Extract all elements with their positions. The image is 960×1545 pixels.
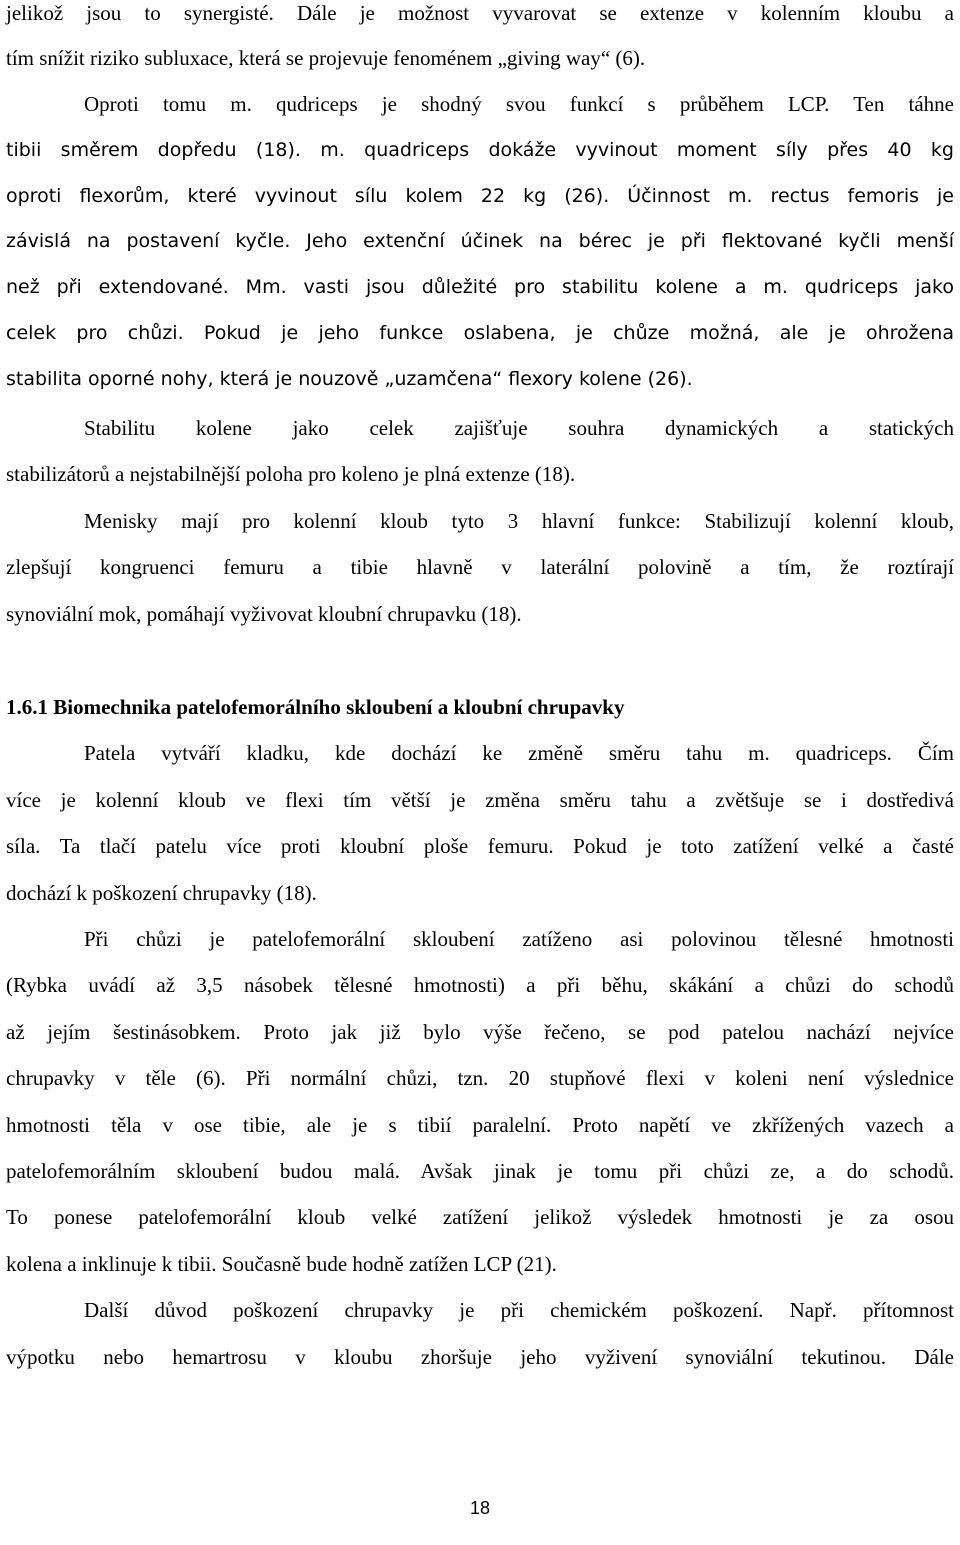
text-line: stabilizátorů a nejstabilnější poloha pro koleno je plná extenze (18). [6,462,576,486]
page-number: 18 [469,1498,491,1518]
text-line: Patela vytváří kladku, kde dochází ke změně směru tahu m. quadriceps. Čím [84,741,954,765]
text-line: tím snížit riziko subluxace, která se projevuje fenoménem „giving way“ (6). [6,46,646,70]
section-heading: 1.6.1 Biomechnika patelofemorálního skloubení a kloubní chrupavky [6,695,625,719]
text-line: výpotku nebo hemartrosu v kloubu zhoršuje jeho vyživení synoviální tekutinou. Dále [6,1345,954,1369]
text-line: Stabilitu kolene jako celek zajišťuje souhra dynamických a statických [84,416,954,440]
text-line: hmotnosti těla v ose tibie, ale je s tibií paralelní. Proto napětí ve zkřížených vazech a [6,1113,954,1137]
text-line: stabilita oporné nohy, která je nouzově „uzamčena“ flexory kolene (26). [6,368,693,390]
text-line: závislá na postavení kyčle. Jeho extenční účinek na bérec je při flektované kyčli menší [6,230,954,252]
text-line: chrupavky v těle (6). Při normální chůzi, tzn. 20 stupňové flexi v koleni není výslednice [6,1066,954,1090]
text-line: než při extendované. Mm. vasti jsou důležité pro stabilitu kolene a m. qudriceps jako [6,276,954,298]
text-line: až jejím šestinásobkem. Proto jak již bylo výše řečeno, se pod patelou nachází nejvíce [6,1020,954,1044]
text-line: oproti flexorům, které vyvinout sílu kolem 22 kg (26). Účinnost m. rectus femoris je [6,185,954,207]
text-line: Další důvod poškození chrupavky je při chemickém poškození. Např. přítomnost [84,1298,954,1322]
text-line: zlepšují kongruenci femuru a tibie hlavně v laterální polovině a tím, že roztírají [6,555,954,579]
text-line: síla. Ta tlačí patelu více proti kloubní ploše femuru. Pokud je toto zatížení velké a časté [6,834,954,858]
text-line: dochází k poškození chrupavky (18). [6,881,317,905]
text-line: celek pro chůzi. Pokud je jeho funkce oslabena, je chůze možná, ale je ohrožena [6,322,954,344]
text-line: více je kolenní kloub ve flexi tím větší je změna směru tahu a zvětšuje se i dostředivá [6,788,954,812]
text-line: patelofemorálním skloubení budou malá. Avšak jinak je tomu při chůzi ze, a do schodů. [6,1159,954,1183]
text-line: Oproti tomu m. qudriceps je shodný svou funkcí s průběhem LCP. Ten táhne [84,92,954,116]
text-line: jelikož jsou to synergisté. Dále je možnost vyvarovat se extenze v kolenním kloubu a [6,1,954,25]
text-line: (Rybka uvádí až 3,5 násobek tělesné hmotnosti) a při běhu, skákání a chůzi do schodů [6,973,954,997]
text-line: Menisky mají pro kolenní kloub tyto 3 hlavní funkce: Stabilizují kolenní kloub, [84,509,954,533]
text-line: kolena a inklinuje k tibii. Současně bude hodně zatížen LCP (21). [6,1252,557,1276]
text-line: tibii směrem dopředu (18). m. quadriceps dokáže vyvinout moment síly přes 40 kg [6,139,954,161]
text-line: synoviální mok, pomáhají vyživovat kloubní chrupavku (18). [6,602,522,626]
text-line: Při chůzi je patelofemorální skloubení zatíženo asi polovinou tělesné hmotnosti [84,927,954,951]
text-line: To ponese patelofemorální kloub velké zatížení jelikož výsledek hmotnosti je za osou [6,1205,954,1229]
